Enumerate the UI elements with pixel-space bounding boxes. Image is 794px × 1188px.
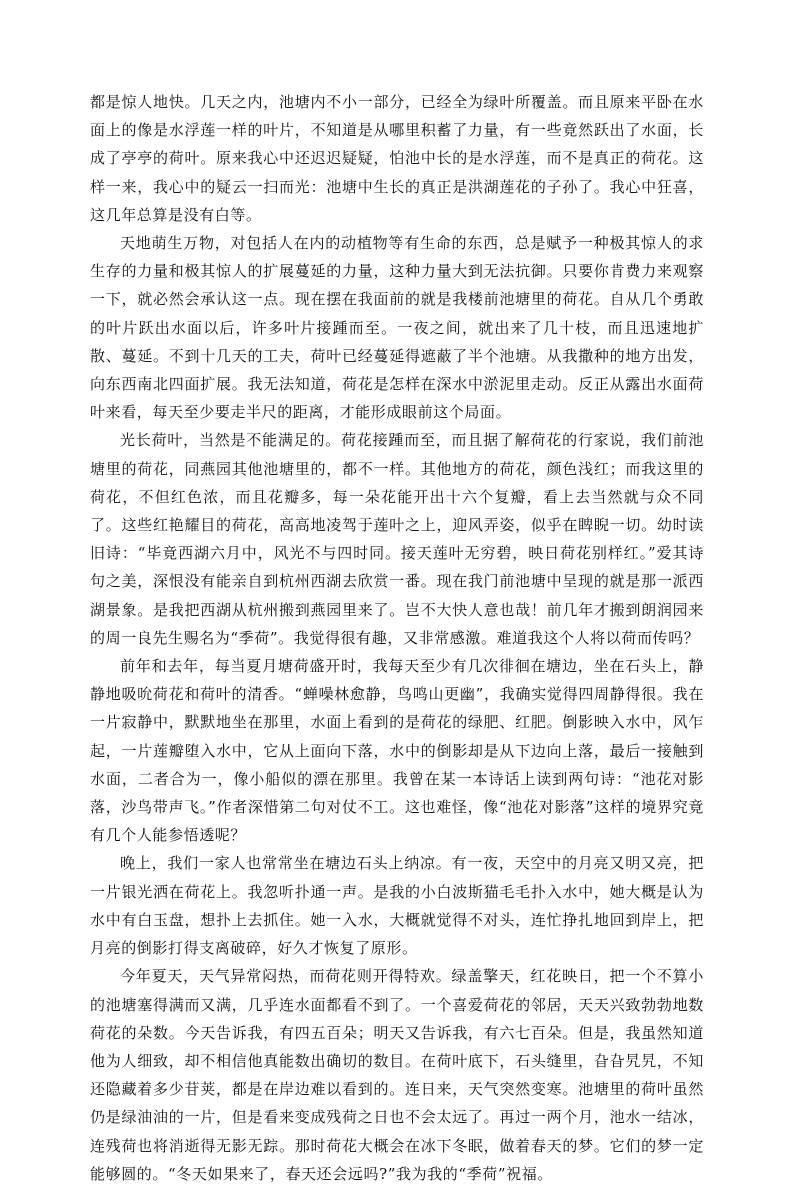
- paragraph-1: 都是惊人地快。几天之内，池塘内不小一部分，已经全为绿叶所覆盖。而且原来平卧在水面上的像是水浮莲一样的叶片，不知道是从哪里积蓄了力量，有一些竟然跃出了水面，长成了亭亭的荷叶。原来我心中还迟迟疑疑，怕池中长的是水浮莲，而不是真正的荷花。这样一来，我心中的疑云一扫而光：池塘中生长的真正是洪湖莲花的子孙了。我心中狂喜，这几年总算是没有白等。: [90, 93, 704, 224]
- paragraph-6: 今年夏天，天气异常闷热，而荷花则开得特欢。绿盖擎天，红花映日，把一个不算小的池塘塞得满而又满，几乎连水面都看不到了。一个喜爱荷花的邻居，天天兴致勃勃地数荷花的朵数。今天告诉我，有四五百朵；明天又告诉我，有六七百朵。但是，我虽然知道他为人细致，却不相信他真能数出确切的数目。在荷叶底下，石头缝里，旮旮旯旯，不知还隐藏着多少苷荚，都是在岸边难以看到的。连日来，天气突然变寒。池塘里的荷叶虽然仍是绿油油的一片，但是看来变成残荷之日也不会太远了。再过一两个月，池水一结冰，连残荷也将消逝得无影无踪。那时荷花大概会在冰下冬眠，做着春天的梦。它们的梦一定能够圆的。“冬天如果来了，春天还会远吗?”我为我的“季荷”祝福。: [90, 967, 704, 1183]
- document-body: [90, 88, 704, 1188]
- paragraph-3: 光长荷叶，当然是不能满足的。荷花接踵而至，而且据了解荷花的行家说，我们前池塘里的荷花，同燕园其他池塘里的，都不一样。其他地方的荷花，颜色浅红；而我这里的荷花，不但红色浓，而且花瓣多，每一朵花能开出十六个复瓣，看上去当然就与众不同了。这些红艳耀目的荷花，高高地凌驾于莲叶之上，迎风弄姿，似乎在睥睨一切。幼时读旧诗：“毕竟西湖六月中，风光不与四时同。接天莲叶无穷碧，映日荷花别样红。”爱其诗句之美，深恨没有能亲自到杭州西湖去欣赏一番。现在我门前池塘中呈现的就是那一派西湖景象。是我把西湖从杭州搬到燕园里来了。岂不大快人意也哉！前几年才搬到朗润园来的周一良先生赐名为“季荷”。我觉得很有趣，又非常感激。难道我这个人将以荷而传吗？: [90, 431, 704, 647]
- paragraph-5: 晚上，我们一家人也常常坐在塘边石头上纳凉。有一夜，天空中的月亮又明又亮，把一片银光洒在荷花上。我忽听扑通一声。是我的小白波斯猫毛毛扑入水中，她大概是认为水中有白玉盘，想扑上去抓住。她一入水，大概就觉得不对头，连忙挣扎地回到岸上，把月亮的倒影打得支离破碎，好久才恢复了原形。: [90, 854, 704, 958]
- paragraph-2: 天地萌生万物，对包括人在内的动植物等有生命的东西，总是赋予一种极其惊人的求生存的力量和极其惊人的扩展蔓延的力量，这种力量大到无法抗御。只要你肯费力来观察一下，就必然会承认这一点。现在摆在我面前的就是我楼前池塘里的荷花。自从几个勇敢的叶片跃出水面以后，许多叶片接踵而至。一夜之间，就出来了几十枝，而且迅速地扩散、蔓延。不到十几天的工夫，荷叶已经蔓延得遮蔽了半个池塘。从我撒种的地方出发，向东西南北四面扩展。我无法知道，荷花是怎样在深水中淤泥里走动。反正从露出水面荷叶来看，每天至少要走半尺的距离，才能形成眼前这个局面。: [90, 234, 704, 422]
- paragraph-4: 前年和去年，每当夏月塘荷盛开时，我每天至少有几次徘徊在塘边，坐在石头上，静静地吸吮荷花和荷叶的清香。“蝉噪林愈静，鸟鸣山更幽”，我确实觉得四周静得很。我在一片寂静中，默默地坐在那里，水面上看到的是荷花的绿肥、红肥。倒影映入水中，风乍起，一片莲瓣堕入水中，它从上面向下落，水中的倒影却是从下边向上落，最后一接触到水面，二者合为一，像小船似的漂在那里。我曾在某一本诗话上读到两句诗：“池花对影落，沙鸟带声飞。”作者深惜第二句对仗不工。这也难怪，像“池花对影落”这样的境界究竟有几个人能参悟透呢？: [90, 657, 704, 845]
